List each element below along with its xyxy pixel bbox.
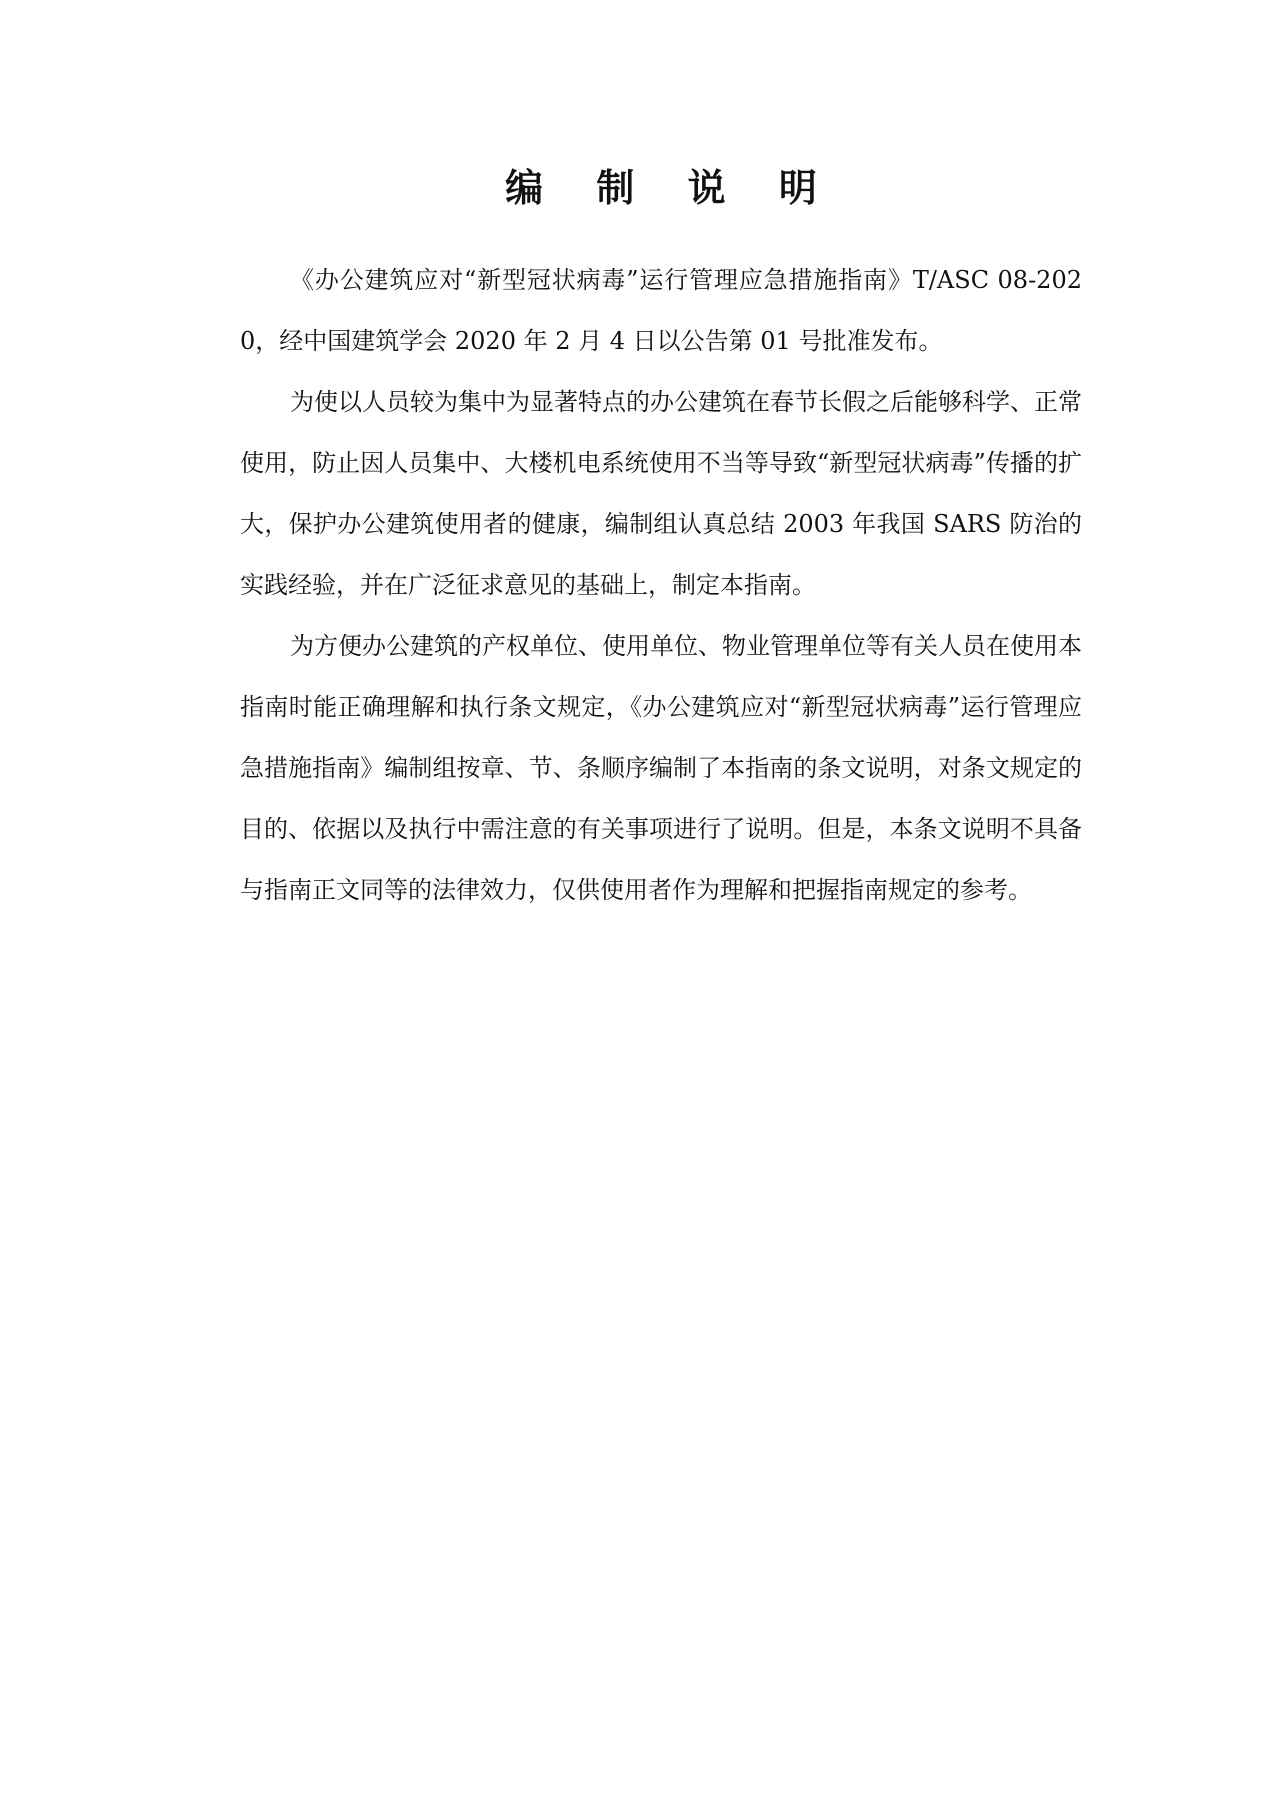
document-title: 编 制 说 明 xyxy=(505,166,837,210)
paragraph-explanation: 为方便办公建筑的产权单位、使用单位、物业管理单位等有关人员在使用本指南时能正确理解和执行条文规定，《办公建筑应对“新型冠状病毒”运行管理应急措施指南》编制组按章、节、条顺序编制了本指南的条文说明，对条文规定的目的、依据以及执行中需注意的有关事项进行了说明。但是，本条文说明不具备与指南正文同等的法律效力，仅供使用者作为理解和把握指南规定的参考。 xyxy=(240,632,1082,904)
paragraph-approval: 《办公建筑应对“新型冠状病毒”运行管理应急措施指南》T/ASC 08-2020，经中国建筑学会 2020 年 2 月 4 日以公告第 01 号批准发布。 xyxy=(240,266,1082,355)
document-page xyxy=(240,158,1082,921)
paragraph-purpose: 为使以人员较为集中为显著特点的办公建筑在春节长假之后能够科学、正常使用，防止因人员集中、大楼机电系统使用不当等导致“新型冠状病毒”传播的扩大，保护办公建筑使用者的健康，编制组认真总结 2003 年我国 SARS 防治的实践经验，并在广泛征求意见的基础上，制定本指南。 xyxy=(240,388,1082,599)
